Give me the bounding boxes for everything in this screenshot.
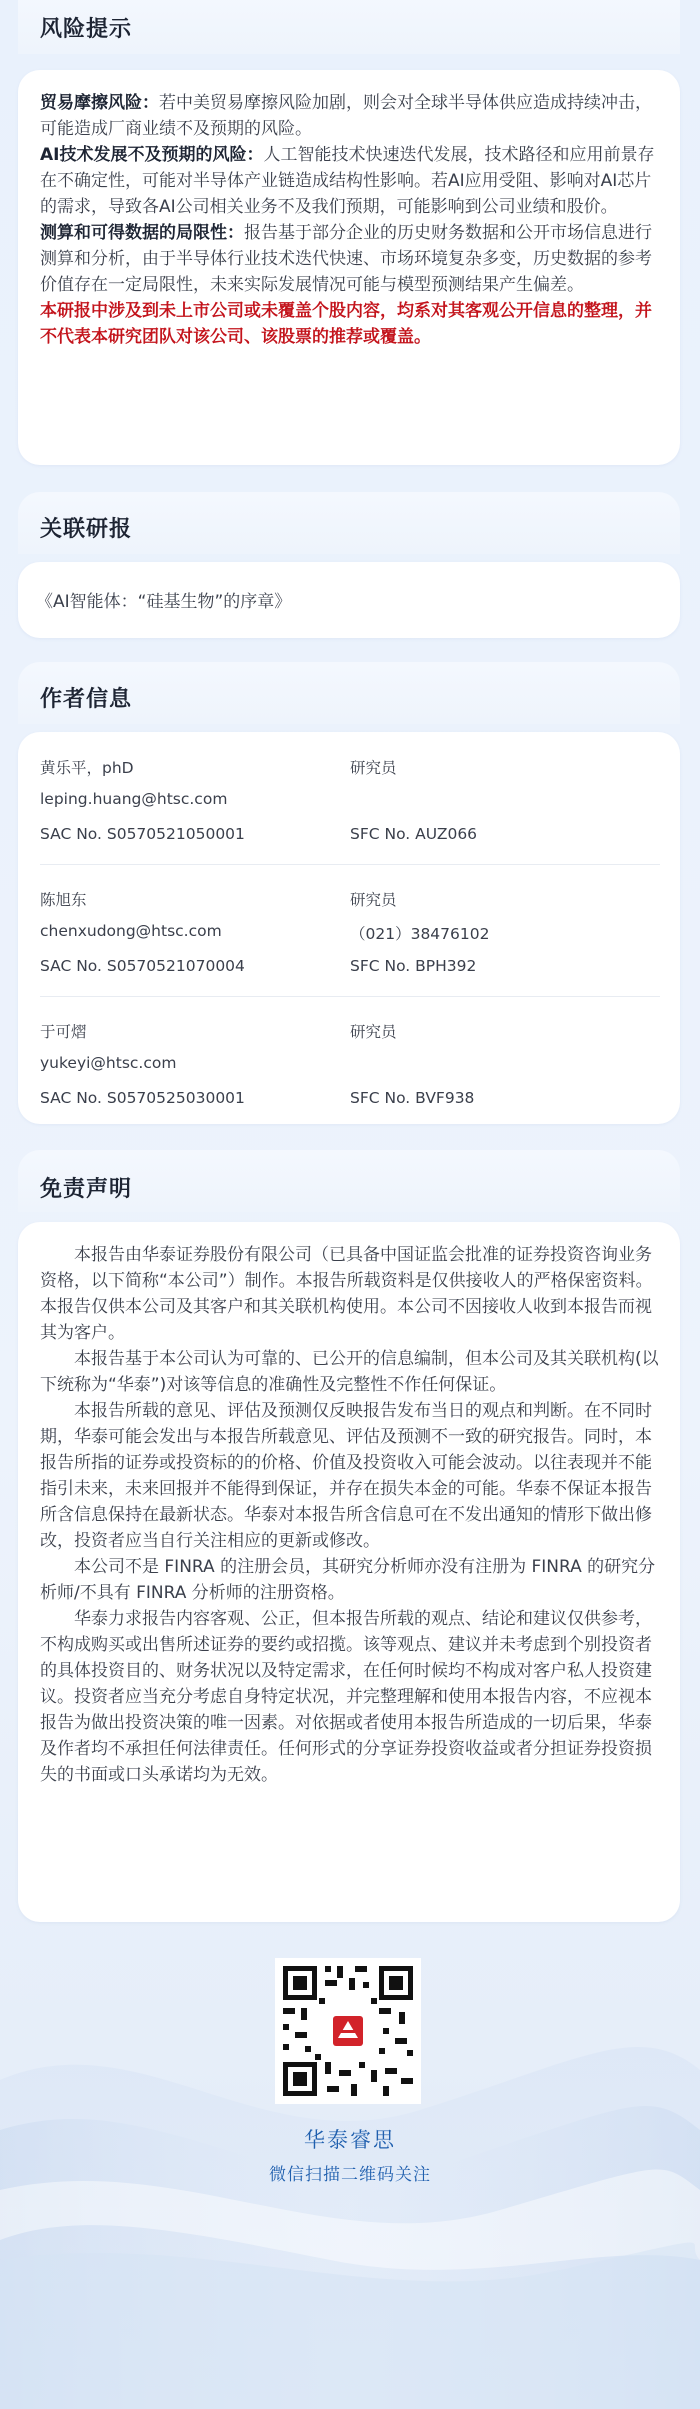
disclaimer-paragraph: 本报告基于本公司认为可靠的、已公开的信息编制，但本公司及其关联机构(以下统称为“华泰”)对该等信息的准确性及完整性不作任何保证。 — [40, 1349, 659, 1395]
risk-item-data: 测算和可得数据的局限性：报告基于部分企业的历史财务数据和公开市场信息进行测算和分析，由于半导体行业技术迭代快速、市场环境复杂多变，历史数据的参考价值存在一定局限性，未来实际发展情况可能与模型预测结果产生偏差。 — [40, 223, 652, 295]
author-sfc: SFC No. AUZ066 — [350, 825, 478, 843]
qr-code — [275, 1958, 421, 2104]
risk-item-trade: 贸易摩擦风险：若中美贸易摩擦风险加剧，则会对全球半导体供应造成持续冲击，可能造成厂商业绩不及预期的风险。 — [40, 93, 652, 139]
authors-card — [18, 732, 680, 1124]
author-sfc: SFC No. BPH392 — [350, 957, 477, 975]
related-report-link[interactable]: 《AI智能体：“硅基生物”的序章》 — [36, 592, 292, 612]
author-role: 研究员 — [350, 1023, 397, 1041]
author-phone: （021）38476102 — [350, 925, 490, 943]
author-sac: SAC No. S0570521050001 — [40, 825, 245, 843]
disclaimer-paragraph: 本报告所载的意见、评估及预测仅反映报告发布当日的观点和判断。在不同时期，华泰可能会发出与本报告所载意见、评估及预测不一致的研究报告。同时，本报告所指的证券或投资标的的价格、价值及投资收入可能会波动。以往表现并不能指引未来，未来回报并不能得到保证，并存在损失本金的可能。华泰不保证本报告所含信息保持在最新状态。华泰对本报告所含信息可在不发出通知的情形下做出修改，投资者应当自行关注相应的更新或修改。 — [40, 1401, 652, 1551]
risk-section — [18, 0, 680, 472]
disclaimer-title: 免责声明 — [40, 1177, 133, 1202]
footer-brand: 华泰睿思 — [304, 2128, 396, 2152]
author-email[interactable]: yukeyi@htsc.com — [40, 1054, 177, 1072]
qr-pattern — [275, 1958, 421, 2104]
author-role: 研究员 — [350, 891, 397, 909]
author-divider — [40, 864, 660, 865]
disclaimer-paragraph: 华泰力求报告内容客观、公正，但本报告所载的观点、结论和建议仅供参考，不构成购买或出售所述证券的要约或招揽。该等观点、建议并未考虑到个别投资者的具体投资目的、财务状况以及特定需求，在任何时候均不构成对客户私人投资建议。投资者应当充分考虑自身特定状况，并完整理解和使用本报告内容，不应视本报告为做出投资决策的唯一因素。对依据或者使用本报告所造成的一切后果，华泰及作者均不承担任何法律责任。任何形式的分享证券投资收益或者分担证券投资损失的书面或口头承诺均为无效。 — [40, 1609, 652, 1785]
disclaimer-paragraph: 本公司不是 FINRA 的注册会员，其研究分析师亦没有注册为 FINRA 的研究分析师/不具有 FINRA 分析师的注册资格。 — [40, 1557, 656, 1603]
disclaimer-paragraph: 本报告由华泰证券股份有限公司（已具备中国证监会批准的证券投资咨询业务资格，以下简称“本公司”）制作。本报告所载资料是仅供接收人的严格保密资料。本报告仅供本公司及其客户和其关联机构使用。本公司不因接收人收到本报告而视其为客户。 — [40, 1245, 653, 1343]
author-email[interactable]: leping.huang@htsc.com — [40, 790, 228, 808]
risk-notice: 本研报中涉及到未上市公司或未覆盖个股内容，均系对其客观公开信息的整理，并不代表本研究团队对该公司、该股票的推荐或覆盖。 — [40, 301, 652, 347]
author-name: 陈旭东 — [40, 891, 87, 909]
authors-section — [18, 662, 680, 1122]
risk-title: 风险提示 — [40, 17, 133, 42]
author-divider — [40, 996, 660, 997]
author-sac: SAC No. S0570525030001 — [40, 1089, 245, 1107]
related-title: 关联研报 — [40, 517, 133, 542]
risk-item-ai: AI技术发展不及预期的风险：人工智能技术快速迭代发展，技术路径和应用前景存在不确定性，可能对半导体产业链造成结构性影响。若AI应用受阻、影响对AI芯片的需求，导致各AI公司相关业务不及我们预期，可能影响到公司业绩和股价。 — [40, 145, 655, 217]
related-card — [18, 562, 680, 638]
disclaimer-section — [18, 1150, 680, 1925]
author-email[interactable]: chenxudong@htsc.com — [40, 922, 222, 940]
author-sfc: SFC No. BVF938 — [350, 1089, 475, 1107]
related-section — [18, 492, 680, 642]
author-name: 于可熠 — [40, 1023, 87, 1041]
footer-cta: 微信扫描二维码关注 — [269, 2165, 431, 2185]
risk-card — [18, 70, 680, 465]
disclaimer-card — [18, 1222, 680, 1922]
author-role: 研究员 — [350, 759, 397, 777]
author-sac: SAC No. S0570521070004 — [40, 957, 245, 975]
author-name: 黄乐平，phD — [40, 759, 134, 777]
authors-title: 作者信息 — [40, 687, 133, 712]
